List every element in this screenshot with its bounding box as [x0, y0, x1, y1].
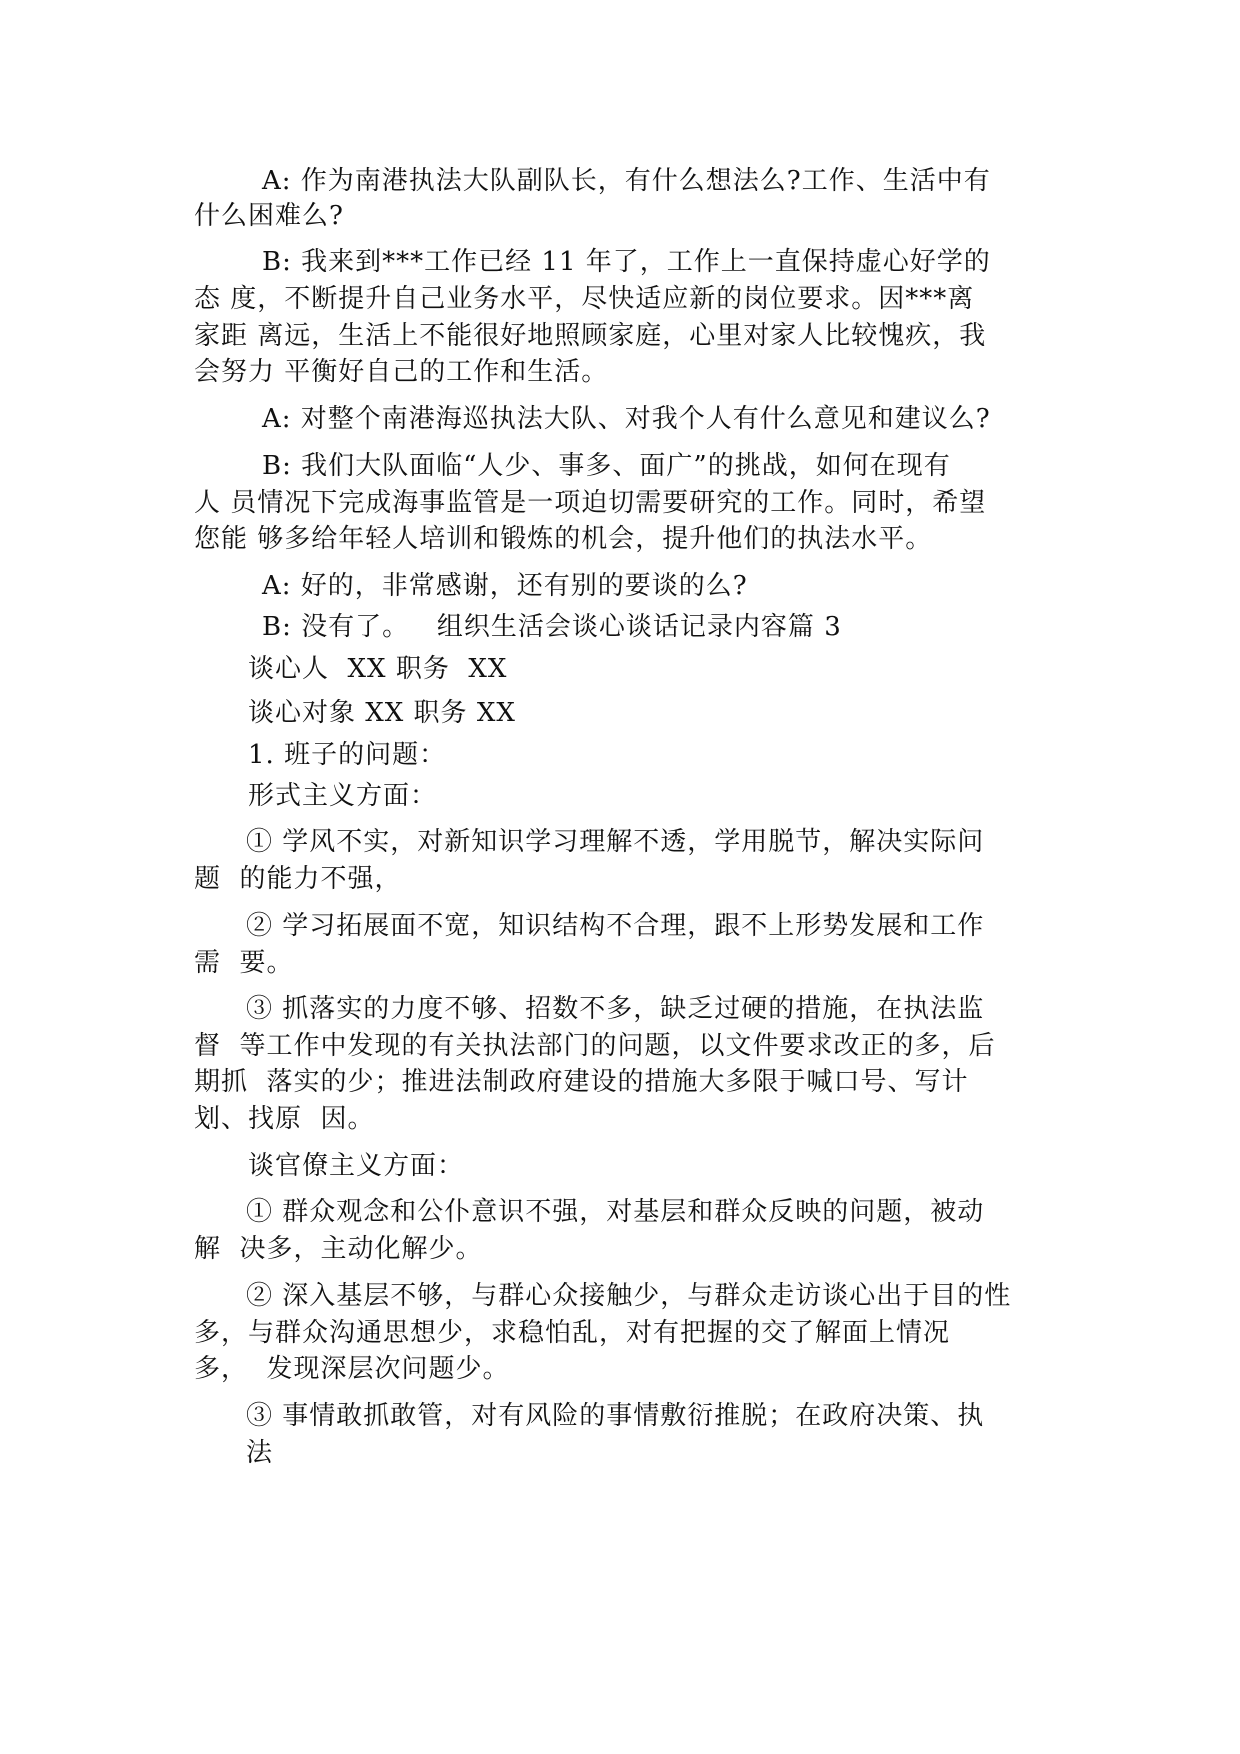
text-line: 您能 够多给年轻人培训和锻炼的机会，提升他们的执法水平。 — [194, 524, 933, 554]
text-line: ② 学习拓展面不宽，知识结构不合理，跟不上形势发展和工作 — [246, 911, 985, 941]
text-line: 家距 离远，生活上不能很好地照顾家庭，心里对家人比较愧疚，我 — [194, 321, 987, 351]
text-line: A: 对整个南港海巡执法大队、对我个人有什么意见和建议么? — [262, 404, 991, 434]
text-line: A: 作为南港执法大队副队长，有什么想法么?工作、生活中有 — [262, 166, 991, 196]
text-line: 1. 班子的问题： — [248, 740, 447, 770]
text-line: ③ 抓落实的力度不够、招数不多，缺乏过硬的措施，在执法监 — [246, 994, 985, 1024]
text-line: 多， 发现深层次问题少。 — [194, 1354, 510, 1384]
text-line: ② 深入基层不够，与群心众接触少，与群众走访谈心出于目的性 — [246, 1281, 1012, 1311]
text-line: 谈官僚主义方面： — [248, 1151, 465, 1181]
text-line: 谈心人 XX 职务 XX — [248, 654, 508, 684]
text-line: 督 等工作中发现的有关执法部门的问题，以文件要求改正的多，后 — [194, 1031, 996, 1061]
text-line: 会努力 平衡好自己的工作和生活。 — [194, 357, 609, 387]
text-line: 需 要。 — [194, 948, 294, 978]
text-line: 态 度，不断提升自己业务水平，尽快适应新的岗位要求。因***离 — [194, 284, 975, 314]
text-line: 期抓 落实的少；推进法制政府建设的措施大多限于喊口号、写计 — [194, 1067, 969, 1097]
text-line: ③ 事情敢抓敢管，对有风险的事情敷衍推脱；在政府决策、执 — [246, 1401, 985, 1431]
text-line: 多，与群众沟通思想少，求稳怕乱，对有把握的交了解面上情况 — [194, 1318, 951, 1348]
text-line: 谈心对象 XX 职务 XX — [248, 698, 516, 728]
text-line: A: 好的，非常感谢，还有别的要谈的么? — [262, 571, 748, 601]
text-line: B: 我来到***工作已经 11 年了，工作上一直保持虚心好学的 — [262, 247, 991, 277]
text-line: B: 我们大队面临“人少、事多、面广”的挑战，如何在现有 — [262, 451, 951, 481]
text-line: 法 — [246, 1438, 274, 1468]
text-line: B: 没有了。 组织生活会谈心谈话记录内容篇 3 — [262, 612, 842, 642]
text-line: 人 员情况下完成海事监管是一项迫切需要研究的工作。同时，希望 — [194, 488, 987, 518]
text-line: 什么困难么? — [194, 201, 344, 231]
text-line: 题 的能力不强， — [194, 864, 402, 894]
text-line: ① 学风不实，对新知识学习理解不透，学用脱节，解决实际问 — [246, 827, 985, 857]
text-line: 解 决多，主动化解少。 — [194, 1234, 483, 1264]
text-line: 形式主义方面： — [248, 781, 438, 811]
text-line: ① 群众观念和公仆意识不强，对基层和群众反映的问题，被动 — [246, 1197, 985, 1227]
text-line: 划、找原 因。 — [194, 1104, 375, 1134]
